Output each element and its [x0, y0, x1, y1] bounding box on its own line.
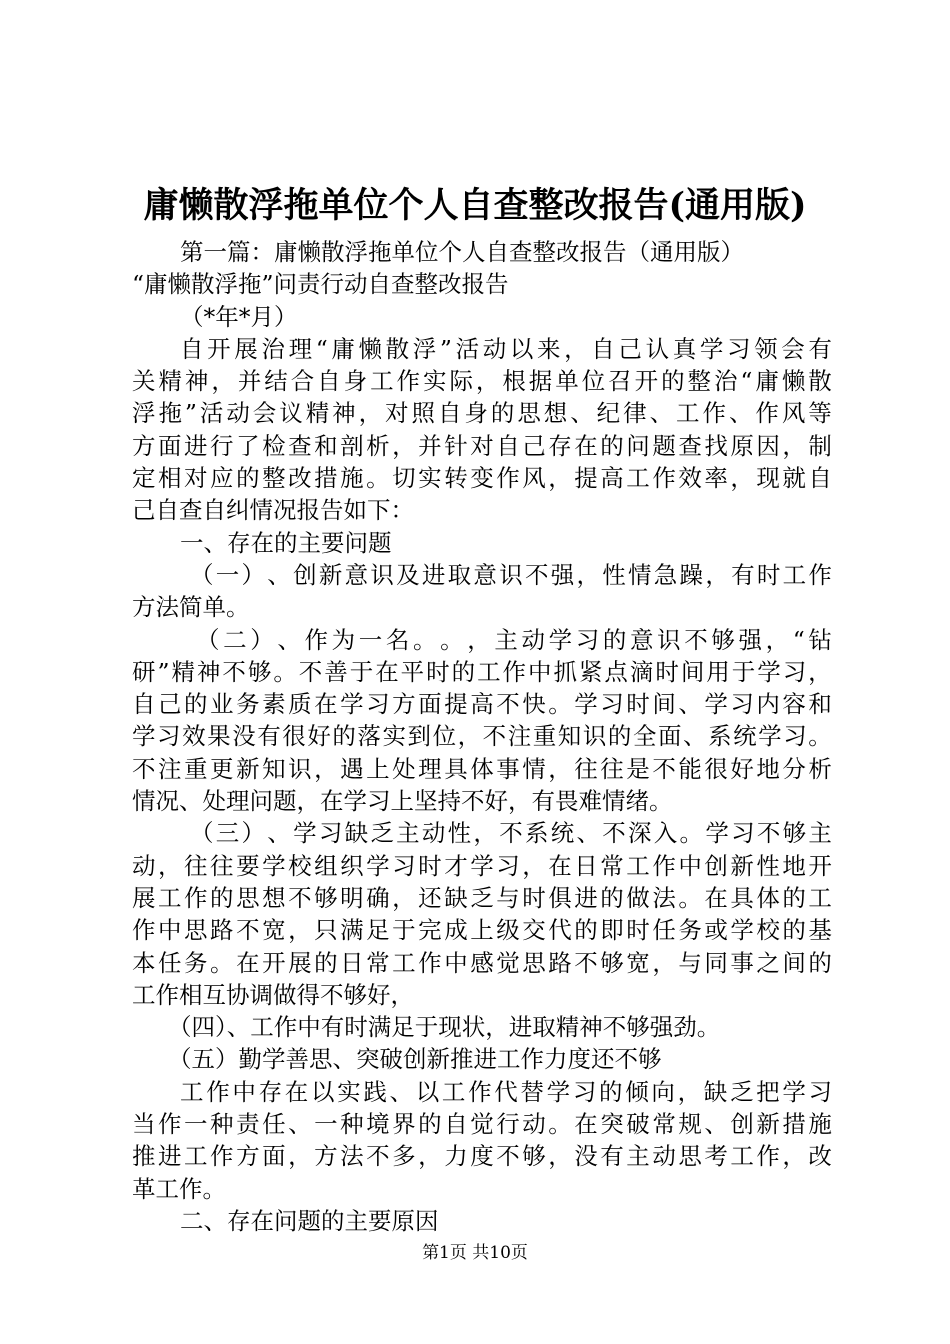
body-line: 本 任 务 。 在 开 展 的 日 常 工 作 中 感 觉 思 路 不 够 宽 ， 与 同 事 之 间 的	[132, 948, 832, 977]
body-line: 动 ， 往 往 要 学 校 组 织 学 习 时 才 学 习 ， 在 日 常 工 作 中 创 新 性 地 开	[132, 851, 832, 880]
body-line: 自 开 展 治 理 “ 庸 懒 散 浮 ” 活 动 以 来 ， 自 己 认 真 学 习 领 会 有	[180, 334, 832, 363]
body-line: （*年*月）	[180, 302, 298, 331]
body-line: （五）勤学善思、突破创新推进工作力度还不够	[168, 1045, 662, 1074]
document-body	[132, 236, 832, 1237]
body-line: 革工作。	[132, 1174, 226, 1203]
body-line: 自 己 的 业 务 素 质 在 学 习 方 面 提 高 不 快 。 学 习 时 间 、 学 习 内 容 和	[132, 690, 832, 719]
body-line: 己自查自纠情况报告如下：	[132, 496, 414, 525]
body-line: 定 相 对 应 的 整 改 措 施 。 切 实 转 变 作 风 ， 提 高 工 作 效 率 ， 现 就 自	[132, 464, 832, 493]
body-line: 方法简单。	[132, 593, 250, 622]
body-line: （ 二 ） 、 作 为 一 名 。 。 ， 主 动 学 习 的 意 识 不 够 强 ， “ 钻	[196, 625, 832, 654]
body-line: 第一篇：庸懒散浮拖单位个人自查整改报告（通用版）	[180, 238, 744, 266]
body-line: 当 作 一 种 责 任 、 一 种 境 界 的 自 觉 行 动 。 在 突 破 常 规 、 创 新 措 施	[132, 1110, 832, 1139]
body-line: 方 面 进 行 了 检 查 和 剖 析 ， 并 针 对 自 己 存 在 的 问 题 查 找 原 因 ， 制	[132, 431, 832, 460]
body-line: 工 作 中 存 在 以 实 践 、 以 工 作 代 替 学 习 的 倾 向 ， 缺 乏 把 学 习	[180, 1077, 832, 1106]
body-line: 不 注 重 更 新 知 识 ， 遇 上 处 理 具 体 事 情 ， 往 往 是 不 能 很 好 地 分 析	[132, 754, 832, 783]
body-line: 推 进 工 作 方 面 ， 方 法 不 多 ， 力 度 不 够 ， 没 有 主 动 思 考 工 作 ， 改	[132, 1142, 832, 1171]
body-line: 研 ” 精 神 不 够 。 不 善 于 在 平 时 的 工 作 中 抓 紧 点 滴 时 间 用 于 学 习 ，	[132, 657, 832, 686]
body-line: 浮 拖 ” 活 动 会 议 精 神 ， 对 照 自 身 的 思 想 、 纪 律 、 工 作 、 作 风 等	[132, 399, 832, 428]
body-line: （四）、工作中有时满足于现状，进取精神不够强劲。	[168, 1013, 721, 1042]
body-line: 工作相互协调做得不够好，	[132, 980, 414, 1009]
body-line: 一、存在的主要问题	[180, 528, 392, 557]
body-line: 学 习 效 果 没 有 很 好 的 落 实 到 位 ， 不 注 重 知 识 的 全 面 、 系 统 学 习 。	[132, 722, 832, 751]
page-number-footer: 第1页 共10页	[422, 1243, 528, 1263]
body-line: （ 一 ） 、 创 新 意 识 及 进 取 意 识 不 强 ， 性 情 急 躁 ， 有 时 工 作	[190, 560, 832, 589]
body-line: 情况、处理问题，在学习上坚持不好，有畏难情绪。	[132, 787, 673, 816]
body-line: 二、存在问题的主要原因	[180, 1206, 439, 1235]
body-line: （ 三 ） 、 学 习 缺 乏 主 动 性 ， 不 系 统 、 不 深 入 。 学 习 不 够 主	[190, 819, 832, 848]
body-line: 作 中 思 路 不 宽 ， 只 满 足 于 完 成 上 级 交 代 的 即 时 任 务 或 学 校 的 基	[132, 916, 832, 945]
body-line: “庸懒散浮拖”问责行动自查整改报告	[132, 270, 509, 299]
document-title: 庸懒散浮拖单位个人自查整改报告(通用版)	[143, 185, 807, 226]
body-line: 展 工 作 的 思 想 不 够 明 确 ， 还 缺 乏 与 时 俱 进 的 做 法 。 在 具 体 的 工	[132, 883, 832, 912]
body-line: 关 精 神 ， 并 结 合 自 身 工 作 实 际 ， 根 据 单 位 召 开 的 整 治 “ 庸 懒 散	[132, 367, 832, 396]
